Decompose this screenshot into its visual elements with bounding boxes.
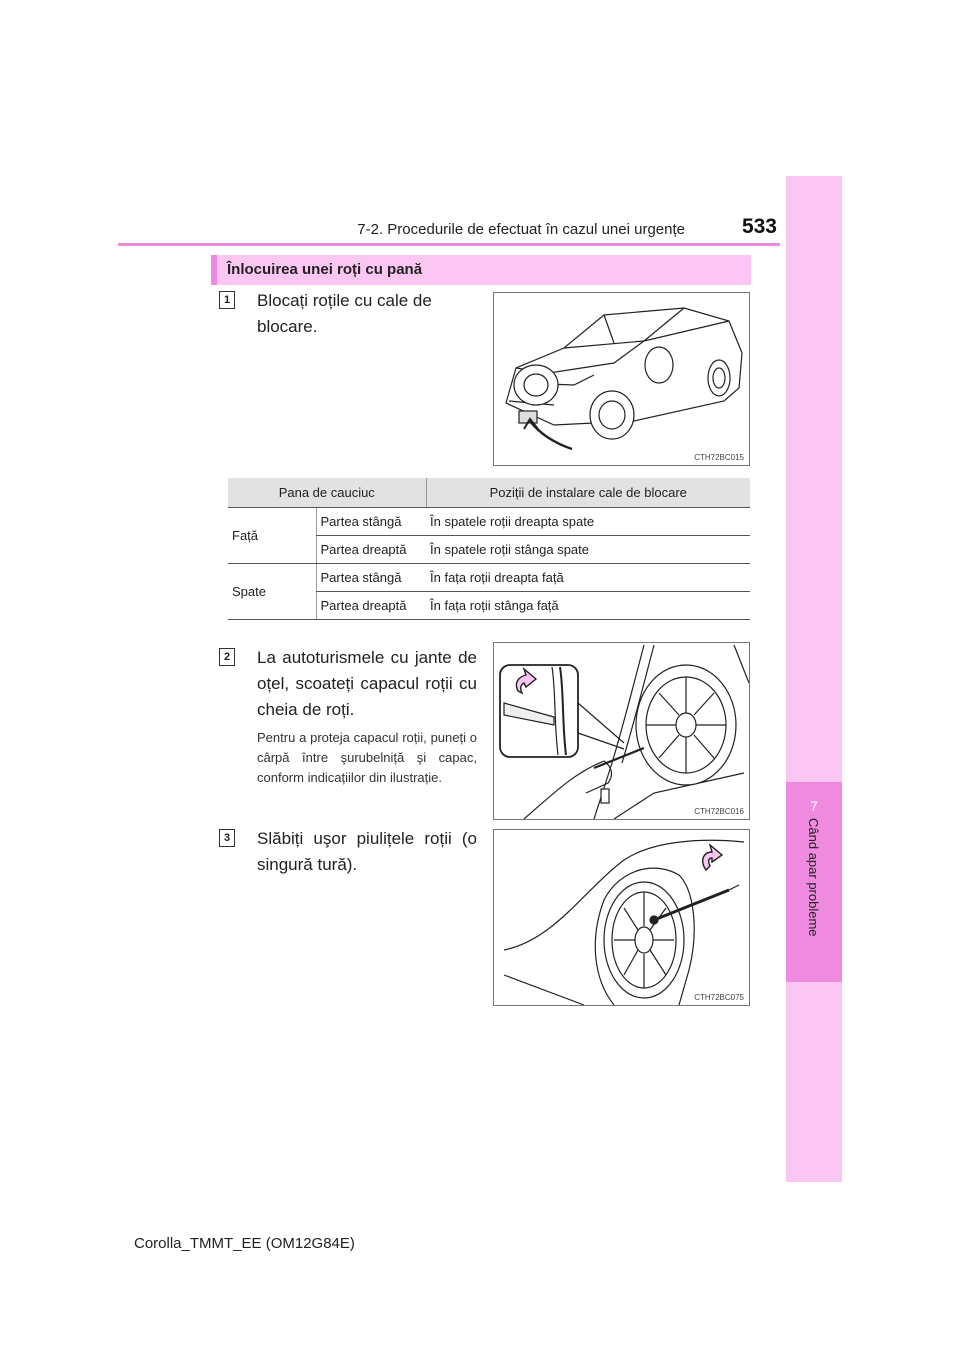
section-title: 7-2. Procedurile de efectuat în cazul unei urgențe [357, 221, 685, 238]
step-number-2: 2 [219, 648, 235, 666]
chapter-title [806, 818, 826, 950]
hubcap-removal-illustration [493, 642, 750, 820]
car-chock-drawing [494, 293, 749, 465]
chapter-tab [786, 176, 842, 1182]
table-group-rear: Spate [228, 564, 316, 620]
table-cell-side: Partea stângă [316, 564, 426, 592]
table-cell-position: În fața roții dreapta față [426, 564, 750, 592]
chapter-title-text: Când apar probleme [806, 818, 821, 937]
header-divider [118, 243, 780, 246]
table-row [228, 508, 750, 536]
chapter-number: 7 [810, 798, 818, 814]
step-number-3: 3 [219, 829, 235, 847]
table-cell-position: În spatele roții stânga spate [426, 536, 750, 564]
table-cell-side: Partea dreaptă [316, 592, 426, 620]
table-row [228, 564, 750, 592]
page-number: 533 [741, 215, 777, 238]
table-header-row [228, 478, 750, 508]
step-1-text: Blocați roțile cu cale de blocare. [257, 291, 432, 336]
lug-nut-drawing [494, 830, 749, 1005]
table-cell-position: În spatele roții dreapta spate [426, 508, 750, 536]
figure-code-2: CTH72BC016 [694, 807, 744, 816]
step-2-note: Pentru a proteja capacul roții, puneți o cârpă între şurubelniță şi capac, conform indicațiilor din ilustrație. [257, 730, 477, 785]
table-cell-side: Partea stângă [316, 508, 426, 536]
table-header-flat-tire: Pana de cauciuc [228, 478, 426, 508]
wheel-chock-illustration [493, 292, 750, 466]
figure-code-3: CTH72BC075 [694, 993, 744, 1002]
footer-model-code: Corolla_TMMT_EE (OM12G84E) [134, 1235, 355, 1252]
table-group-front: Față [228, 508, 316, 564]
table-cell-position: În fața roții stânga față [426, 592, 750, 620]
hubcap-drawing [494, 643, 749, 819]
wheel-chock-table [228, 478, 750, 620]
section-heading [211, 255, 751, 285]
step-number-1: 1 [219, 291, 235, 309]
figure-code-1: CTH72BC015 [694, 453, 744, 462]
step-3-text: Slăbiți uşor piulițele roții (o singură tură). [257, 829, 477, 874]
table-header-chock-position: Poziții de instalare cale de blocare [426, 478, 750, 508]
section-heading-text: Înlocuirea unei roți cu pană [227, 261, 423, 278]
step-2-text: La autoturismele cu jante de oțel, scoateți capacul roții cu cheia de roți. [257, 648, 477, 719]
loosen-nuts-illustration [493, 829, 750, 1006]
table-cell-side: Partea dreaptă [316, 536, 426, 564]
